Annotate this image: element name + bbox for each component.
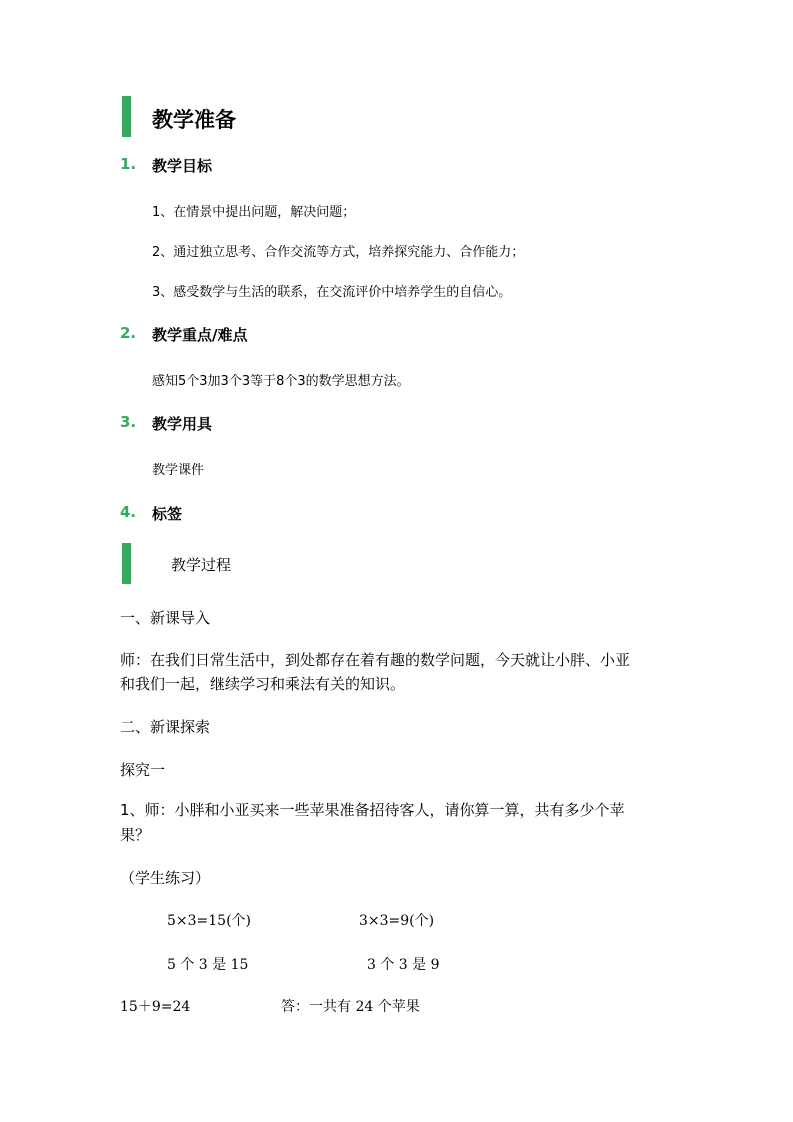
heading-accent-bar bbox=[122, 96, 131, 137]
section-title-goals: 教学目标 bbox=[152, 157, 213, 175]
section-title-tools: 教学用具 bbox=[152, 415, 213, 433]
answer-text: 答：一共有 24 个苹果 bbox=[281, 999, 420, 1015]
equation-sum: 15＋9=24 bbox=[120, 999, 191, 1015]
practice-note: （学生练习） bbox=[120, 869, 211, 887]
part2-heading: 二、新课探索 bbox=[120, 718, 211, 736]
tools-text: 教学课件 bbox=[152, 463, 205, 478]
equation-5x3: 5×3=15(个) bbox=[167, 913, 252, 929]
statement-3-threes: 3 个 3 是 9 bbox=[367, 957, 440, 973]
section-number-1: 1. bbox=[120, 155, 137, 173]
section-number-4: 4. bbox=[120, 503, 137, 521]
section-number-2: 2. bbox=[120, 324, 137, 342]
equation-3x3: 3×3=9(个) bbox=[359, 913, 435, 929]
goal-item-3: 3、感受数学与生活的联系，在交流评价中培养学生的自信心。 bbox=[152, 285, 512, 300]
goal-item-2: 2、通过独立思考、合作交流等方式，培养探究能力、合作能力； bbox=[152, 245, 525, 260]
part1-text-line2: 和我们一起，继续学习和乘法有关的知识。 bbox=[120, 675, 406, 693]
question-line1: 1、师：小胖和小亚买来一些苹果准备招待客人，请你算一算，共有多少个苹 bbox=[120, 801, 625, 819]
statement-5-threes: 5 个 3 是 15 bbox=[167, 957, 249, 973]
explore-heading: 探究一 bbox=[120, 761, 166, 779]
prep-title: 教学准备 bbox=[152, 108, 236, 132]
section-title-tags: 标签 bbox=[152, 505, 183, 523]
process-title: 教学过程 bbox=[171, 556, 232, 574]
goal-item-1: 1、在情景中提出问题，解决问题； bbox=[152, 205, 356, 220]
question-line2: 果？ bbox=[120, 826, 151, 844]
heading-accent-bar bbox=[122, 543, 131, 584]
part1-text-line1: 师：在我们日常生活中，到处都存在着有趣的数学问题，今天就让小胖、小亚 bbox=[120, 651, 631, 669]
section-number-3: 3. bbox=[120, 413, 137, 431]
part1-heading: 一、新课导入 bbox=[120, 609, 211, 627]
section-title-key-points: 教学重点/难点 bbox=[152, 326, 248, 344]
key-point-text: 感知5个3加3个3等于8个3的数学思想方法。 bbox=[152, 374, 410, 389]
